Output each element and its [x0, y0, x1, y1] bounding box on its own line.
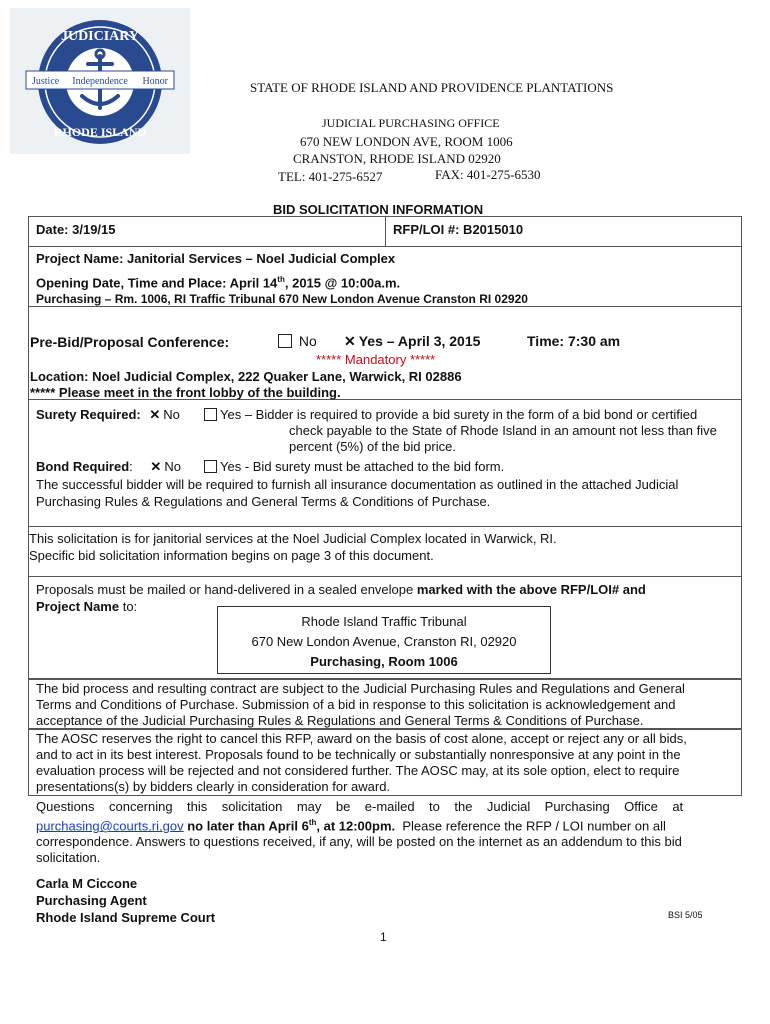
purchasing-email-link[interactable]: purchasing@courts.ri.gov [36, 818, 184, 834]
prebid-yes-option[interactable]: ✕ Yes – April 3, 2015 [344, 333, 481, 349]
form-heading: BID SOLICITATION INFORMATION [273, 202, 484, 217]
prebid-no-checkbox[interactable] [278, 334, 292, 348]
bond-row: Bond Required: ✕ No [36, 459, 181, 474]
letterhead-address1: 670 NEW LONDON AVE, ROOM 1006 [300, 134, 513, 149]
bond-yes-checkbox[interactable] [204, 460, 217, 473]
judiciary-seal [10, 8, 190, 154]
prebid-time: Time: 7:30 am [527, 333, 621, 349]
conference-location: Location: Noel Judicial Complex, 222 Quaker Lane, Warwick, RI 02886 [30, 369, 462, 384]
signature-block [36, 875, 215, 926]
purchasing-location: Purchasing – Rm. 1006, RI Traffic Tribunal 670 New London Avenue Cranston RI 02920 [36, 292, 528, 306]
lobby-note: ***** Please meet in the front lobby of the building. [30, 385, 341, 400]
prebid-no-option[interactable]: No [278, 333, 317, 349]
prebid-label: Pre-Bid/Proposal Conference: [30, 334, 230, 350]
seal-bottom-text: RHODE ISLAND [53, 125, 147, 139]
project-name: Project Name: Janitorial Services – Noel Judicial Complex [36, 251, 396, 266]
process-text: The bid process and resulting contract are subject to the Judicial Purchasing Rules and Regulations and General Terms and Conditions of Purchase. Submission of a bid in response to this solicitation is acknowledgement and acceptance of the Judicial Purchasing Rules & Regulations and General Terms & Conditions of Purchase. [36, 681, 685, 728]
mandatory-note: ***** Mandatory ***** [316, 352, 436, 367]
aosc-text: The AOSC reserves the right to cancel this RFP, award on the basis of cost alone, accept or reject any or all bids, and to act in its best interest. Proposals found to be technically or substantially nonresponsive at any point in the evaluation process will be rejected and not considered further. The AOSC may, at its sole option, elect to require presentations(s) by bidders clearly in consideration for award. [36, 731, 687, 794]
seal-justice-text: Justice [32, 76, 60, 87]
letterhead-tel: TEL: 401-275-6527 [278, 169, 383, 184]
letterhead-fax: FAX: 401-275-6530 [435, 167, 541, 182]
solicitation-text: This solicitation is for janitorial services at the Noel Judicial Complex located in Warwick, RI. Specific bid solicitation information begins on page 3 of this document. [29, 531, 557, 563]
surety-no-checkmark-icon: ✕ [149, 407, 161, 422]
bond-yes-option[interactable]: Yes - Bid surety must be attached to the bid form. [204, 459, 504, 474]
surety-yes-option[interactable]: Yes – Bidder is required to provide a bid surety in the form of a bid bond or certified check payable to the State of Rhode Island in an amount not less than five percent (5%) of the bid price. [204, 407, 717, 455]
mailing-address: Rhode Island Traffic Tribunal 670 New London Avenue, Cranston RI, 02920 Purchasing, Room 1006 [251, 614, 517, 669]
prebid-yes-checkmark-icon: ✕ [344, 333, 356, 349]
form-code: BSI 5/05 [668, 910, 703, 920]
letterhead-office: JUDICIAL PURCHASING OFFICE [322, 116, 500, 130]
opening-date: Opening Date, Time and Place: April 14th, 2015 @ 10:00a.m. [36, 275, 401, 291]
proposals-text: Proposals must be mailed or hand-delivered in a sealed envelope marked with the above RFP/LOI# and Project Name to: [36, 582, 646, 614]
bond-no-checkmark-icon: ✕ [150, 459, 162, 474]
seal-honor-text: Honor [142, 76, 168, 87]
seal-top-text: JUDICIARY [60, 29, 140, 44]
rfp-number: RFP/LOI #: B2015010 [393, 222, 524, 237]
seal-independence-text: Independence [72, 76, 128, 87]
letterhead-address2: CRANSTON, RHODE ISLAND 02920 [293, 151, 501, 166]
date-field: Date: 3/19/15 [36, 222, 116, 237]
signer-name: Carla M Ciccone [36, 876, 138, 891]
page-number: 1 [380, 930, 387, 944]
signer-org: Rhode Island Supreme Court [36, 910, 216, 925]
insurance-text: The successful bidder will be required to furnish all insurance documentation as outlined in the attached Judicial Purchasing Rules & Regulations and General Terms & Conditions of Purchase. [36, 477, 679, 509]
signer-title: Purchasing Agent [36, 893, 147, 908]
letterhead-state: STATE OF RHODE ISLAND AND PROVIDENCE PLANTATIONS [250, 80, 614, 95]
questions-text: Questions concerning this solicitation may be e-mailed to the Judicial Purchasing Office at purchasing@courts.ri.gov no later than April 6th, at 12:00pm. Please reference the RFP / LOI number on all correspondence. Answers to questions received, if any, will be posted on the internet as an addendum to this bid solicitation. [36, 799, 684, 866]
surety-row: Surety Required: ✕ No [36, 407, 180, 422]
surety-yes-checkbox[interactable] [204, 408, 217, 421]
